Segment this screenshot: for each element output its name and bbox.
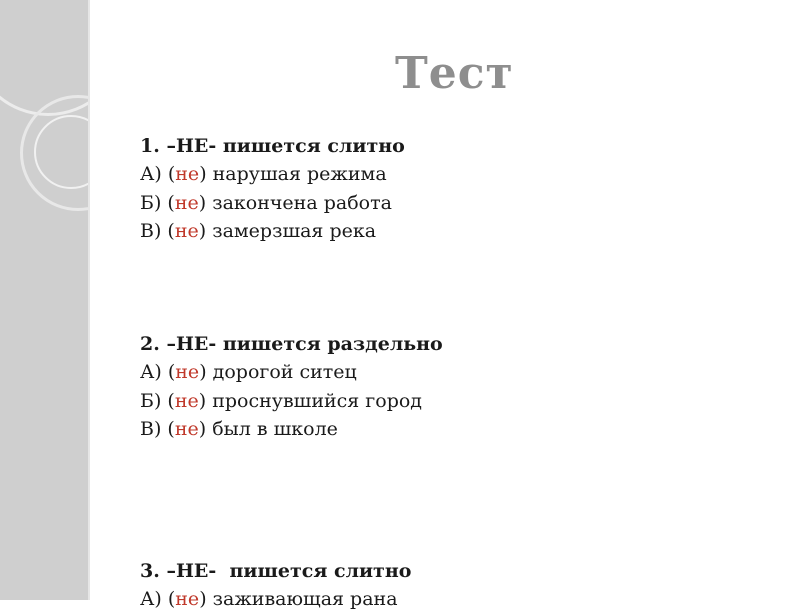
slide-title: Тест — [395, 48, 514, 99]
particle-ne: не — [174, 191, 199, 214]
option-b: Б) (не) закончена работа — [140, 191, 392, 214]
option-text: нарушая режима — [212, 163, 387, 185]
option-c: В) (не) замерзшая река — [140, 220, 377, 242]
particle-ne: не — [175, 163, 200, 185]
question-3 — [140, 557, 411, 614]
option-text: дорогой ситец — [212, 361, 357, 383]
option-a: А) (не) заживающая рана — [140, 588, 398, 610]
option-letter: В) — [140, 418, 162, 440]
option-letter: А) — [140, 588, 162, 610]
particle-ne: не — [175, 361, 200, 383]
particle-ne: не — [175, 588, 200, 610]
option-letter: А) — [140, 163, 162, 185]
option-text: заживающая рана — [212, 588, 398, 610]
question-heading: 3. –НЕ- пишется слитно — [140, 560, 412, 582]
option-c: В) (не) был в школе — [140, 418, 338, 440]
particle-ne: не — [174, 220, 199, 242]
option-letter: А) — [140, 361, 162, 383]
option-letter: Б) — [140, 389, 162, 412]
question-2 — [140, 330, 443, 444]
option-a: А) (не) дорогой ситец — [140, 361, 357, 383]
option-text: замерзшая река — [212, 220, 377, 242]
option-letter: В) — [140, 220, 162, 242]
decorative-sidebar — [0, 0, 88, 600]
option-text: закончена работа — [212, 191, 392, 214]
particle-ne: не — [174, 418, 199, 440]
option-a: А) (не) нарушая режима — [140, 163, 387, 185]
particle-ne: не — [174, 389, 199, 412]
question-heading: 1. –НЕ- пишется слитно — [140, 135, 405, 157]
option-text: проснувшийся город — [212, 389, 423, 412]
question-heading: 2. –НЕ- пишется раздельно — [140, 333, 443, 355]
option-text: был в школе — [212, 418, 338, 440]
question-1 — [140, 132, 405, 246]
sidebar-divider — [88, 0, 90, 600]
option-letter: Б) — [140, 191, 162, 214]
option-b: Б) (не) проснувшийся город — [140, 389, 423, 412]
